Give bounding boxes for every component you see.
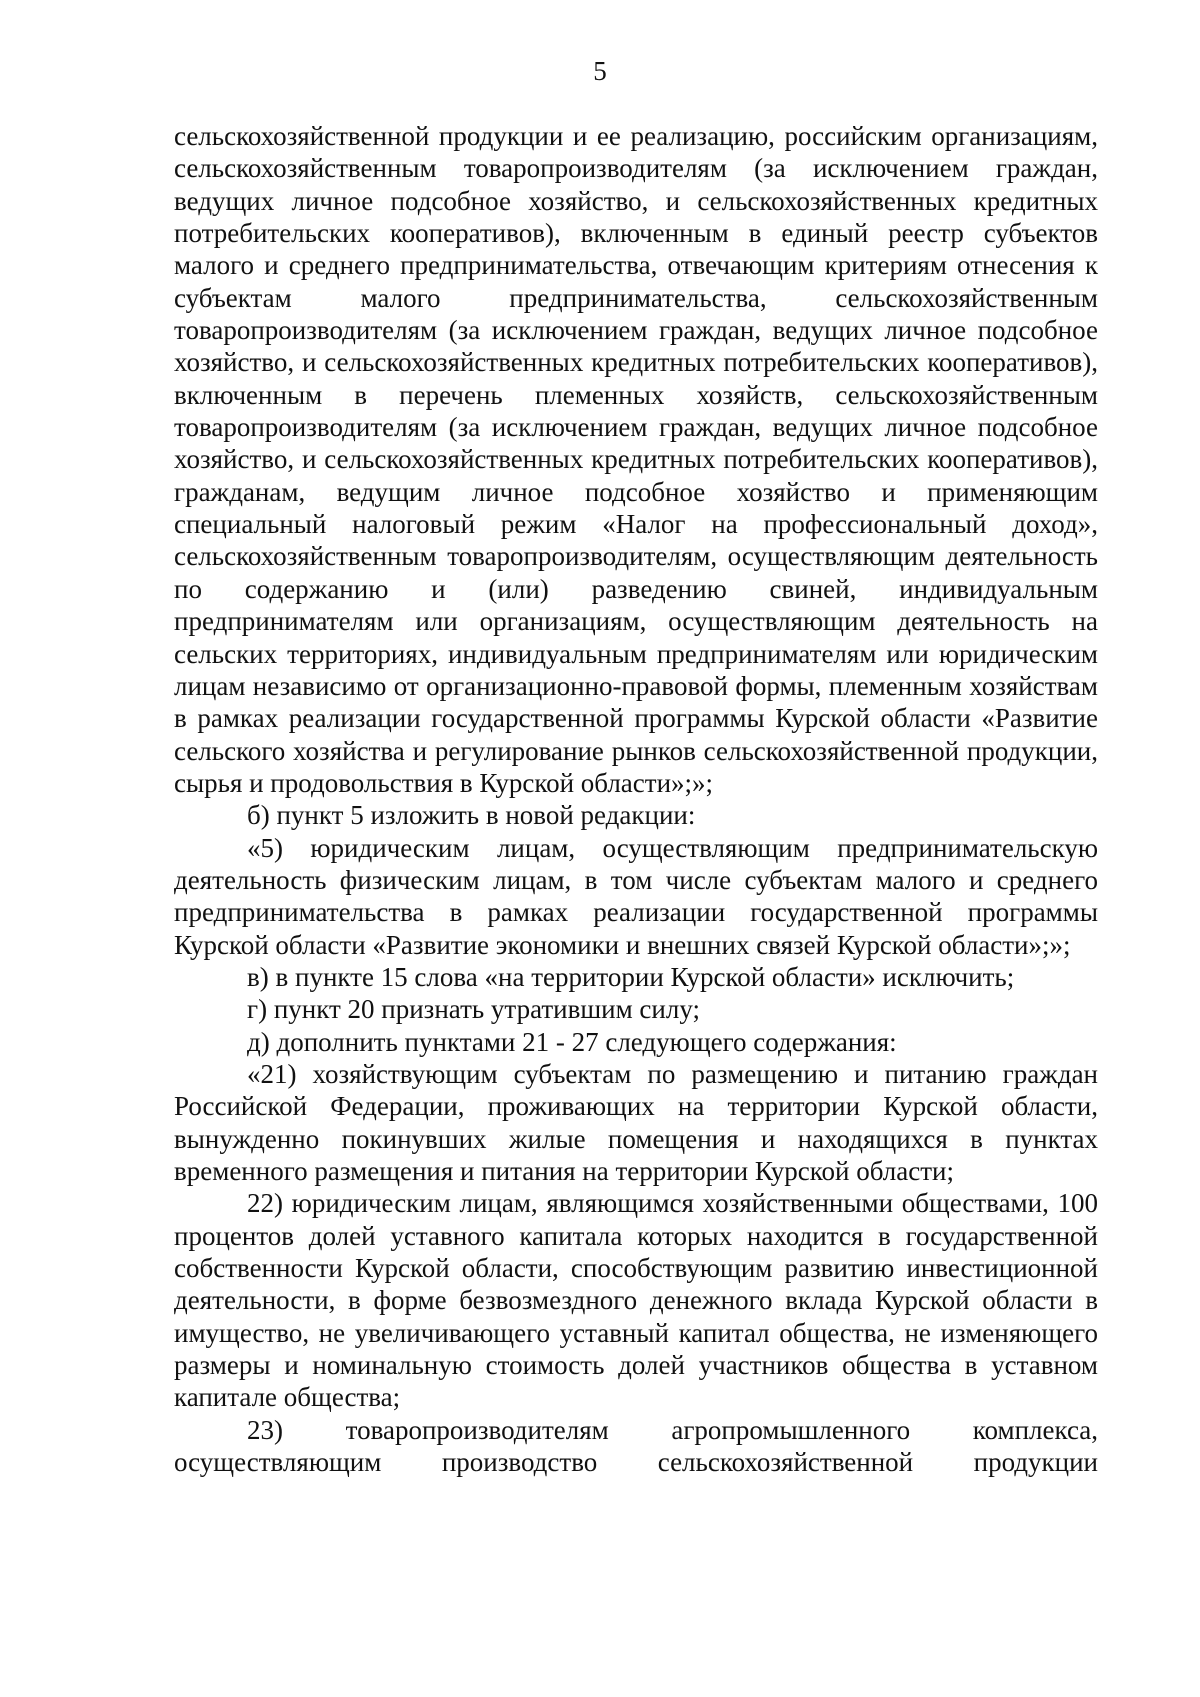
- page-number: 5: [593, 56, 607, 86]
- paragraph-item-23: 23) товаропроизводителям агропромышленного комплекса, осуществляющим производство сельскохозяйственной продукции: [174, 1414, 1098, 1478]
- paragraph-item-22: 22) юридическим лицам, являющимся хозяйственными обществами, 100 процентов долей уставного капитала которых находится в государственной собственности Курской области, способствующим развитию инвестиционной деятельности, в форме безвозмездного денежного вклада Курской области в имущество, не увеличивающего уставный капитал общества, не изменяющего размеры и номинальную стоимость долей участников общества в уставном капитале общества;: [174, 1188, 1098, 1413]
- paragraph-item-v: в) в пункте 15 слова «на территории Курской области» исключить;: [247, 961, 1015, 992]
- paragraph-item-d: д) дополнить пунктами 21 - 27 следующего содержания:: [247, 1026, 897, 1057]
- paragraph-item-g: г) пункт 20 признать утратившим силу;: [247, 994, 700, 1025]
- paragraph-item-5: «5) юридическим лицам, осуществляющим предпринимательскую деятельность физическим лицам, в том числе субъектам малого и среднего предпринимательства в рамках реализации государственной программы Курской области «Развитие экономики и внешних связей Курской области»;»;: [174, 832, 1098, 960]
- paragraph-item-21: «21) хозяйствующим субъектам по размещению и питанию граждан Российской Федерации, проживающих на территории Курской области, вынужденно покинувших жилые помещения и находящихся в пунктах временного размещения и питания на территории Курской области;: [174, 1058, 1098, 1186]
- paragraph-continuation: сельскохозяйственной продукции и ее реализацию, российским организациям, сельскохозяйственным товаропроизводителям (за исключением граждан, ведущих личное подсобное хозяйство, и сельскохозяйственных кредитных потребительских кооперативов), включенным в единый реестр субъектов малого и среднего предпринимательства, отвечающим критериям отнесения к субъектам малого предпринимательства, сельскохозяйственным товаропроизводителям (за исключением граждан, ведущих личное подсобное хозяйство, и сельскохозяйственных кредитных потребительских кооперативов), включенным в перечень племенных хозяйств, сельскохозяйственным товаропроизводителям (за исключением граждан, ведущих личное подсобное хозяйство, и сельскохозяйственных кредитных потребительских кооперативов), гражданам, ведущим личное подсобное хозяйство и применяющим специальный налоговый режим «Налог на профессиональный доход», сельскохозяйственным товаропроизводителям, осуществляющим деятельность по содержанию и (или) разведению свиней, индивидуальным предпринимателям или организациям, осуществляющим деятельность на сельских территориях, индивидуальным предпринимателям или юридическим лицам независимо от организационно-правовой формы, племенным хозяйствам в рамках реализации государственной программы Курской области «Развитие сельского хозяйства и регулирование рынков сельскохозяйственной продукции, сырья и продовольствия в Курской области»;»;: [174, 121, 1098, 798]
- document-body: [174, 120, 1098, 1478]
- paragraph-item-b: б) пункт 5 изложить в новой редакции:: [247, 800, 696, 831]
